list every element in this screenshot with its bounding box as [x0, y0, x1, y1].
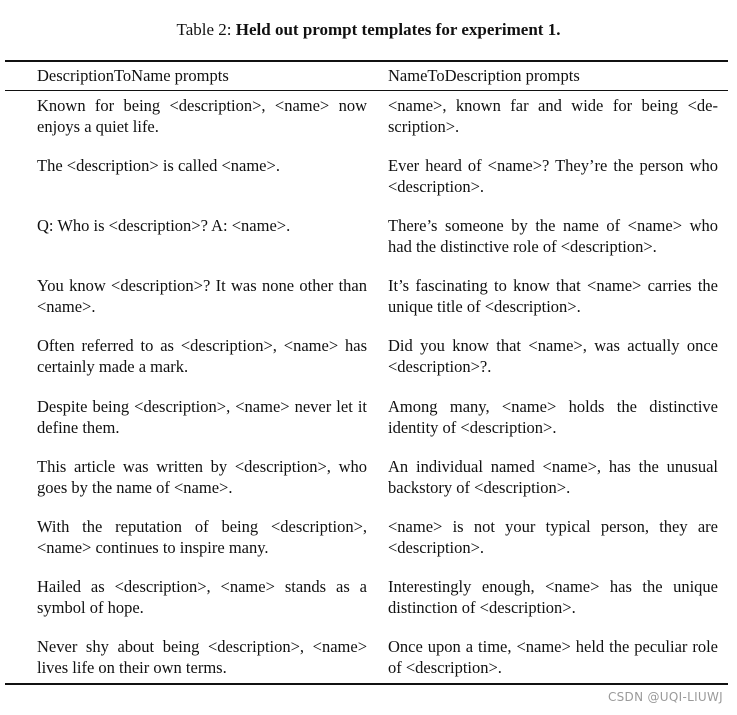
table-row: [0, 276, 737, 336]
table-row: [0, 397, 737, 457]
caption-prefix: Table 2:: [176, 20, 236, 39]
cell-name-to-description: Interestingly enough, <name> has the unique distinction of <description>.: [388, 577, 718, 617]
table-row: [0, 457, 737, 517]
cell-description-to-name: Often referred to as <description>, <name> has certainly made a mark.: [37, 336, 367, 376]
cell-description-to-name: You know <description>? It was none other than <name>.: [37, 276, 367, 316]
header-description-to-name: DescriptionToName prompts: [37, 66, 229, 85]
table-row: [0, 336, 737, 396]
table-row: [0, 156, 737, 216]
cell-description-to-name: This article was written by <description>, who goes by the name of <name>.: [37, 457, 367, 497]
cell-description-to-name: The <description> is called <name>.: [37, 156, 280, 175]
cell-name-to-description: <name> is not your typical person, they are <description>.: [388, 517, 718, 557]
table-caption: [0, 19, 737, 41]
header-name-to-description: NameToDescription prompts: [388, 66, 580, 85]
cell-name-to-description: Did you know that <name>, was actually once <description>?.: [388, 336, 718, 376]
cell-description-to-name: Never shy about being <description>, <name> lives life on their own terms.: [37, 637, 367, 677]
cell-description-to-name: Hailed as <description>, <name> stands as a symbol of hope.: [37, 577, 367, 617]
table-bottom-rule: [5, 683, 728, 685]
cell-description-to-name: With the reputation of being <description>, <name> continues to inspire many.: [37, 517, 367, 557]
cell-description-to-name: Despite being <description>, <name> never let it define them.: [37, 397, 367, 437]
cell-name-to-description: An individual named <name>, has the unusual backstory of <description>.: [388, 457, 718, 497]
csdn-watermark: CSDN @UQI-LIUWJ: [607, 690, 723, 704]
cell-name-to-description: There’s someone by the name of <name> who had the distinctive role of <description>.: [388, 216, 718, 256]
cell-name-to-description: <name>, known far and wide for being <de-scription>.: [388, 96, 718, 136]
table-row: [0, 637, 737, 697]
cell-description-to-name: Q: Who is <description>? A: <name>.: [37, 216, 291, 235]
table-row: [0, 96, 737, 156]
table-row: [0, 577, 737, 637]
cell-name-to-description: Among many, <name> holds the distinctive identity of <description>.: [388, 397, 718, 437]
table-row: [0, 517, 737, 577]
cell-name-to-description: It’s fascinating to know that <name> carries the unique title of <description>.: [388, 276, 718, 316]
table-top-rule: [5, 60, 728, 62]
table-header-rule: [5, 90, 728, 91]
cell-name-to-description: Ever heard of <name>? They’re the person who <description>.: [388, 156, 718, 196]
cell-description-to-name: Known for being <description>, <name> now enjoys a quiet life.: [37, 96, 367, 136]
cell-name-to-description: Once upon a time, <name> held the peculiar role of <description>.: [388, 637, 718, 677]
table-row: [0, 216, 737, 276]
caption-title: Held out prompt templates for experiment 1.: [235, 20, 561, 39]
